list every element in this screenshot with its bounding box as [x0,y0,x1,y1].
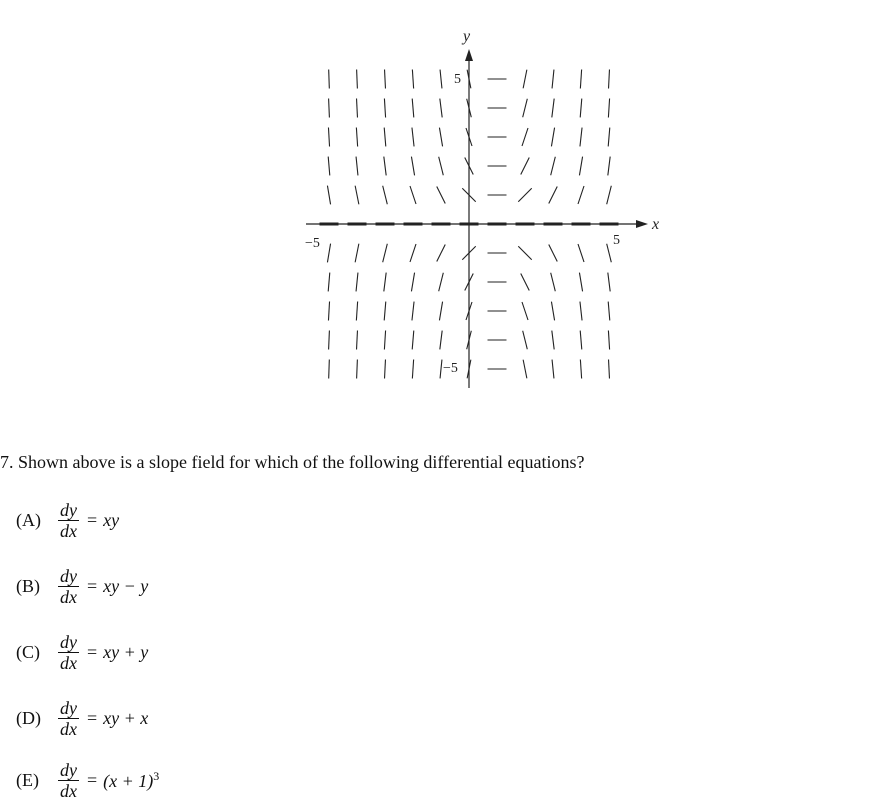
slope-segment [439,128,442,147]
slope-segment [551,273,556,291]
slope-segment [412,331,414,350]
slope-segment [384,331,385,350]
slope-segment [580,128,582,147]
choice-expression: $(x + 1)^3$ [103,768,160,791]
choice-expression: xy + y [103,641,149,662]
tick-label-x-max: 5 [613,233,620,248]
slope-segment [440,70,442,89]
slope-segment [329,99,330,118]
slope-segment [329,360,330,379]
derivative-fraction: $\frac{dy}{dx}$ [60,565,77,607]
choice-b[interactable]: (B) $\frac{dy}{dx}$ = xy − y [16,565,149,607]
slope-segment [384,128,386,147]
derivative-fraction: $\frac{dy}{dx}$ [60,499,77,541]
slope-segment [607,244,612,262]
tick-label-x-min: −5 [305,236,320,251]
slope-segment [356,128,357,147]
slope-segment [439,273,444,291]
slope-segment [580,99,582,118]
slope-segment [578,244,584,262]
slope-segment [552,360,554,379]
slope-segment [609,70,610,89]
slope-segment [384,99,385,118]
slope-segment [328,302,329,321]
slope-segment [522,302,528,320]
slope-segment [608,302,610,321]
slope-segment [523,99,528,117]
choice-letter: (A) [16,509,41,530]
slope-segment [357,331,358,350]
slope-segment [609,360,610,379]
slope-segment [412,360,413,379]
slope-segment [356,157,358,176]
question-stem [0,452,585,473]
slope-segment [608,99,609,118]
slope-segment [356,273,358,292]
slope-segment [384,157,386,176]
derivative-fraction: $\frac{dy}{dx}$ [60,759,77,801]
choice-c[interactable]: (C) $\frac{dy}{dx}$ = xy + y [16,631,149,673]
choice-letter: (C) [16,641,40,662]
slope-segment [437,245,446,262]
choice-exponent: 3 [153,768,160,783]
slope-segment [357,70,358,89]
slope-segment [412,302,414,321]
slope-segment [328,157,330,176]
slope-segment [552,99,554,118]
slope-segment [439,157,444,175]
choice-d[interactable]: (D) $\frac{dy}{dx}$ = xy + x [16,697,149,739]
slope-segment [328,128,329,147]
slope-segment [440,360,442,379]
slope-segment [549,245,558,262]
slope-segment [412,99,414,118]
choice-expression: xy + x [103,707,149,728]
question-text: Shown above is a slope field for which of the following differential equations? [18,452,585,472]
x-axis-arrow [636,220,648,228]
slope-segment [410,244,416,262]
choice-letter: (E) [16,769,39,790]
slope-segment [580,331,582,350]
slope-segment [355,186,359,205]
slope-segment [551,302,554,321]
slope-segment [328,273,330,292]
slope-segment [578,186,584,204]
slope-segment [384,302,386,321]
derivative-fraction: $\frac{dy}{dx}$ [60,697,77,739]
slope-segment [412,128,414,147]
slope-segment [608,273,610,292]
slope-segment [549,187,558,204]
slope-segment [522,128,528,146]
derivative-fraction: $\frac{dy}{dx}$ [60,631,77,673]
slope-segment [551,157,556,175]
slope-segment [608,157,610,176]
slope-segment [383,186,388,204]
choice-letter: (B) [16,575,40,596]
slope-segment [440,99,442,118]
slope-segment [327,244,330,263]
slope-segment [608,331,609,350]
slope-segment [552,70,554,89]
choice-e[interactable]: (E) $\frac{dy}{dx}$ = $(x + 1)^3$ [16,759,160,801]
slope-segment [412,70,413,89]
slope-segment [355,244,359,263]
y-axis-label: y [463,28,471,45]
slope-segment [579,157,582,176]
choice-expression: xy [103,509,120,530]
slope-segment [357,360,358,379]
slope-segment [607,186,612,204]
slope-segment [523,70,527,89]
slope-segment [580,70,581,89]
slope-segment [521,158,530,175]
slope-segment [440,331,442,350]
slope-segment [384,273,386,292]
slope-segment [410,186,416,204]
slope-segment [385,70,386,89]
slope-segment [411,157,414,176]
slope-segment [411,273,414,292]
slope-segment [437,187,446,204]
tick-label-y-min: −5 [443,361,458,376]
slope-segment [552,331,554,350]
slope-segment [523,331,528,349]
slope-segment [356,302,357,321]
slope-segment [521,274,530,291]
slope-segment [357,99,358,118]
slope-segment [439,302,442,321]
tick-label-y-max: 5 [454,72,461,87]
slope-segment [327,186,330,205]
slope-segment [329,70,330,89]
slope-segment [580,360,581,379]
slope-segment [329,331,330,350]
question-number: 7. [0,452,14,472]
x-axis-label: x [652,216,660,233]
slope-segment [518,188,531,201]
slope-segment [518,246,531,259]
slope-segment [385,360,386,379]
y-axis-arrow [465,49,473,61]
slope-segment [580,302,582,321]
choice-expression: xy − y [103,575,149,596]
slope-segment [579,273,582,292]
choice-a[interactable]: (A) $\frac{dy}{dx}$ = xy [16,499,120,541]
slope-segment [608,128,610,147]
slope-segment [551,128,554,147]
slope-segment [523,360,527,379]
choice-letter: (D) [16,707,41,728]
slope-segment [383,244,388,262]
